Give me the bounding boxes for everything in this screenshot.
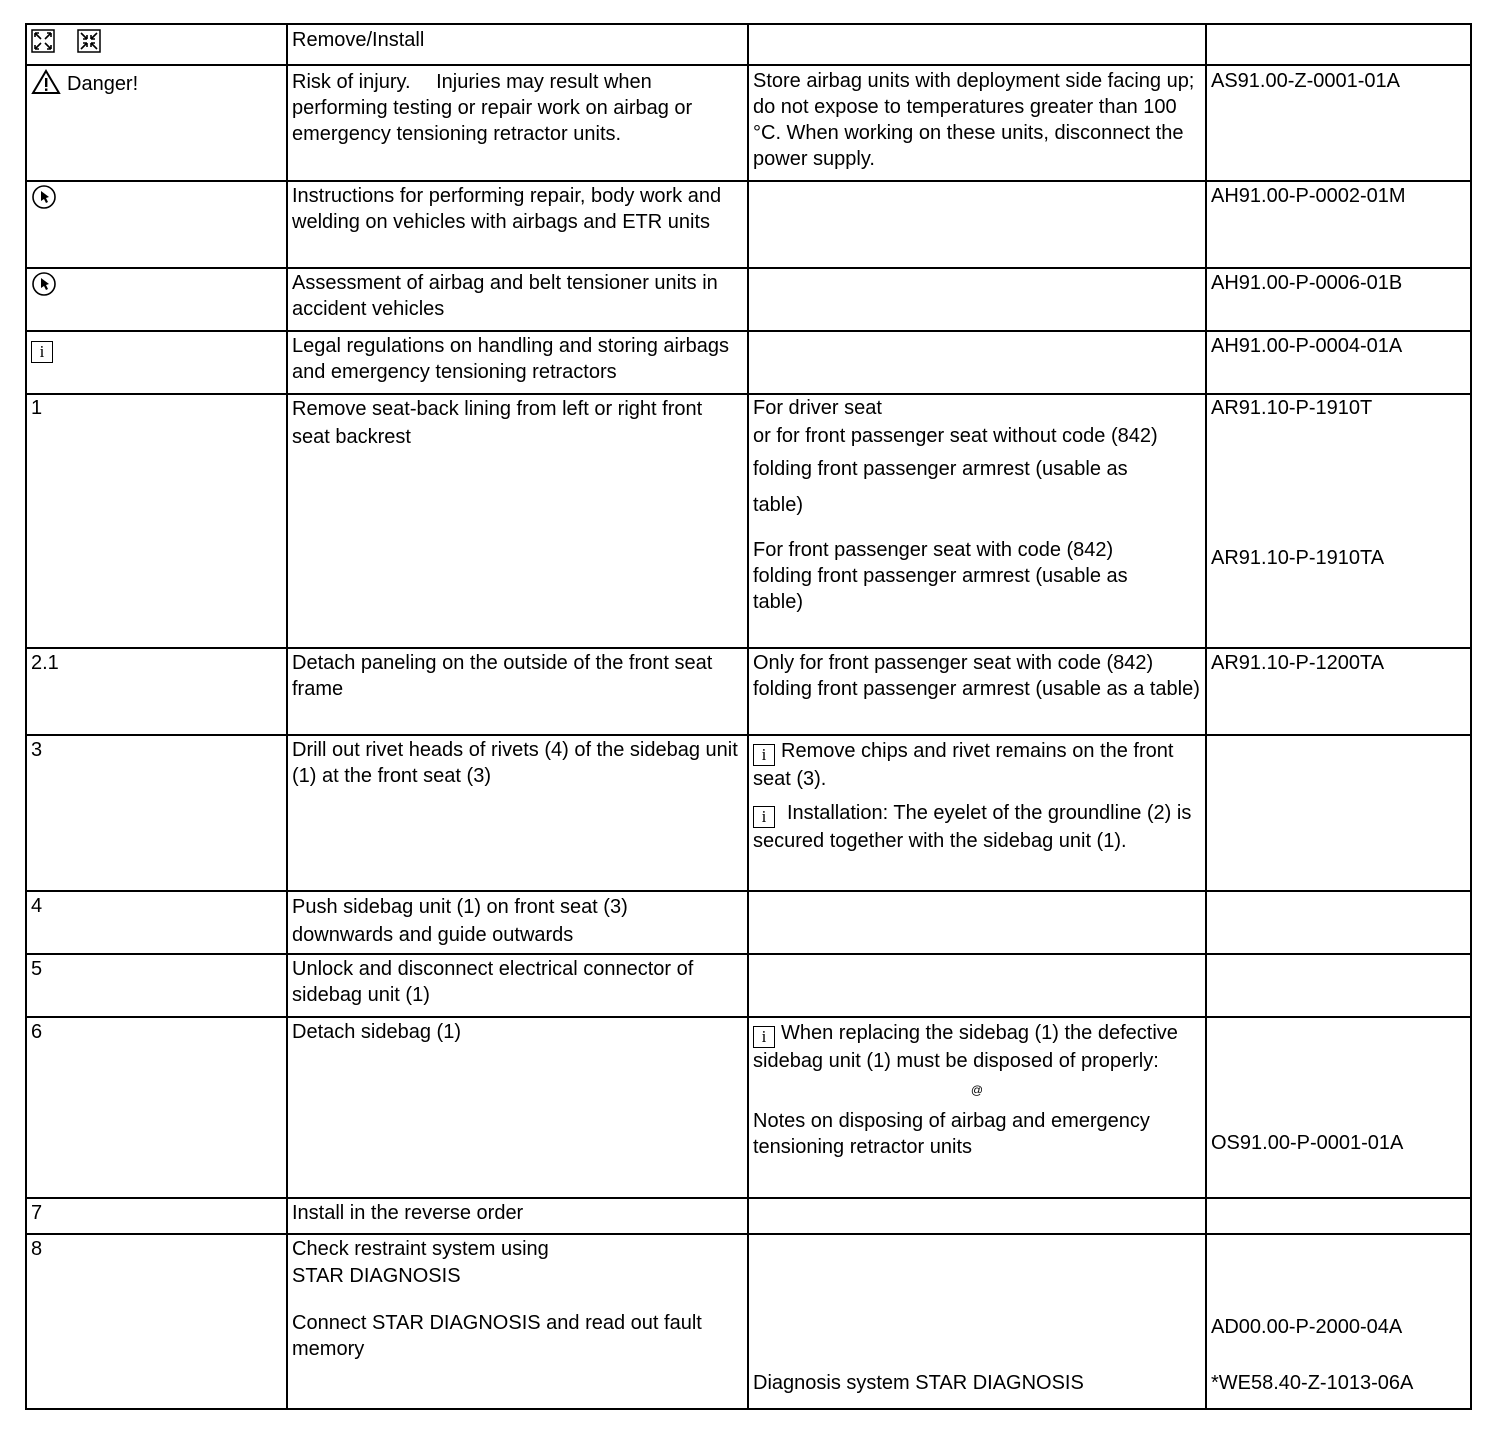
info-icon: i bbox=[753, 1026, 775, 1048]
table-row bbox=[26, 648, 1471, 735]
collapse-arrows-icon[interactable] bbox=[77, 29, 101, 53]
hand-pointer-icon bbox=[31, 184, 57, 210]
step-description: Assessment of airbag and belt tensioner units in accident vehicles bbox=[287, 268, 748, 331]
header-icons-cell bbox=[26, 24, 287, 65]
info-icon: i bbox=[753, 806, 775, 828]
header-title: Remove/Install bbox=[287, 24, 748, 65]
header-row bbox=[26, 24, 1471, 65]
table-row bbox=[26, 1017, 1471, 1198]
step-number: 4 bbox=[26, 891, 287, 954]
risk-heading: Risk of injury. bbox=[292, 71, 411, 93]
ref-link[interactable]: AH91.00-P-0002-01M bbox=[1206, 181, 1471, 268]
step-description: Drill out rivet heads of rivets (4) of the sidebag unit (1) at the front seat (3) bbox=[287, 735, 748, 891]
note-text: Diagnosis system STAR DIAGNOSIS bbox=[753, 1372, 1084, 1394]
ref-link[interactable]: AR91.10-P-1910T bbox=[1211, 397, 1373, 419]
step-description: Detach paneling on the outside of the front seat frame bbox=[287, 648, 748, 735]
table-row bbox=[26, 394, 1471, 648]
step-description: Unlock and disconnect electrical connector of sidebag unit (1) bbox=[287, 954, 748, 1017]
step-description: STAR DIAGNOSIS bbox=[292, 1265, 461, 1287]
note-text: For front passenger seat with code (842) folding front passenger armrest (usable as table) bbox=[753, 539, 1128, 613]
ref-link[interactable]: *WE58.40-Z-1013-06A bbox=[1211, 1372, 1414, 1394]
info-icon: i bbox=[753, 744, 775, 766]
step-description: Push sidebag unit (1) on front seat (3) downwards and guide outwards bbox=[287, 891, 748, 954]
note-line: table) bbox=[753, 494, 804, 516]
ref-link[interactable]: AH91.00-P-0006-01B bbox=[1206, 268, 1471, 331]
step-number: 7 bbox=[26, 1198, 287, 1234]
step-description: Remove seat-back lining from left or right front seat backrest bbox=[287, 394, 748, 648]
table-row bbox=[26, 891, 1471, 954]
ref-link[interactable]: OS91.00-P-0001-01A bbox=[1211, 1132, 1404, 1154]
step-description: Install in the reverse order bbox=[287, 1198, 748, 1234]
danger-row bbox=[26, 65, 1471, 181]
hand-pointer-icon bbox=[31, 271, 57, 297]
procedure-table bbox=[25, 23, 1472, 1410]
disposal-marker: @ bbox=[970, 1083, 984, 1097]
note-text: Installation: The eyelet of the groundline (2) is secured together with the sidebag unit (1). bbox=[753, 802, 1192, 852]
ref-link[interactable]: AR91.10-P-1200TA bbox=[1206, 648, 1471, 735]
danger-label: Danger! bbox=[67, 73, 139, 95]
step-description: Check restraint system using bbox=[292, 1238, 549, 1260]
note-text: When replacing the sidebag (1) the defective sidebag unit (1) must be disposed of properly: bbox=[753, 1022, 1178, 1072]
info-icon: i bbox=[31, 341, 53, 363]
step-number: 5 bbox=[26, 954, 287, 1017]
table-row bbox=[26, 181, 1471, 268]
step-number: 8 bbox=[26, 1234, 287, 1409]
step-number: 1 bbox=[26, 394, 287, 648]
expand-arrows-icon[interactable] bbox=[31, 29, 55, 53]
table-row bbox=[26, 1234, 1471, 1409]
ref-link[interactable]: AR91.10-P-1910TA bbox=[1211, 547, 1385, 569]
note-text: Only for front passenger seat with code (842) folding front passenger armrest (usable as a table) bbox=[748, 648, 1206, 735]
table-row bbox=[26, 735, 1471, 891]
ref-link[interactable]: AD00.00-P-2000-04A bbox=[1211, 1316, 1403, 1338]
step-description: Legal regulations on handling and storing airbags and emergency tensioning retractors bbox=[287, 331, 748, 394]
table-row bbox=[26, 268, 1471, 331]
table-row bbox=[26, 331, 1471, 394]
warning-triangle-icon bbox=[31, 69, 61, 95]
danger-instructions: Store airbag units with deployment side facing up; do not expose to temperatures greater than 100 °C. When working on these units, disconnect the power supply. bbox=[748, 65, 1206, 181]
step-description: Connect STAR DIAGNOSIS and read out fault memory bbox=[292, 1312, 702, 1360]
note-text: Notes on disposing of airbag and emergency tensioning retractor units bbox=[753, 1110, 1150, 1158]
step-description: Instructions for performing repair, body work and welding on vehicles with airbags and ETR units bbox=[287, 181, 748, 268]
table-row bbox=[26, 954, 1471, 1017]
step-description: Detach sidebag (1) bbox=[287, 1017, 748, 1198]
note-line: folding front passenger armrest (usable as bbox=[753, 458, 1128, 480]
table-row bbox=[26, 1198, 1471, 1234]
step-number: 2.1 bbox=[26, 648, 287, 735]
risk-text: Injuries may result when performing testing or repair work on airbag or emergency tensioning retractor units. bbox=[292, 71, 693, 145]
note-line: or for front passenger seat without code (842) bbox=[753, 425, 1158, 447]
step-number: 3 bbox=[26, 735, 287, 891]
note-line: For driver seat bbox=[753, 397, 882, 419]
note-text: Remove chips and rivet remains on the front seat (3). bbox=[753, 740, 1174, 790]
ref-link[interactable]: AH91.00-P-0004-01A bbox=[1206, 331, 1471, 394]
danger-ref-link[interactable]: AS91.00-Z-0001-01A bbox=[1206, 65, 1471, 181]
step-number: 6 bbox=[26, 1017, 287, 1198]
